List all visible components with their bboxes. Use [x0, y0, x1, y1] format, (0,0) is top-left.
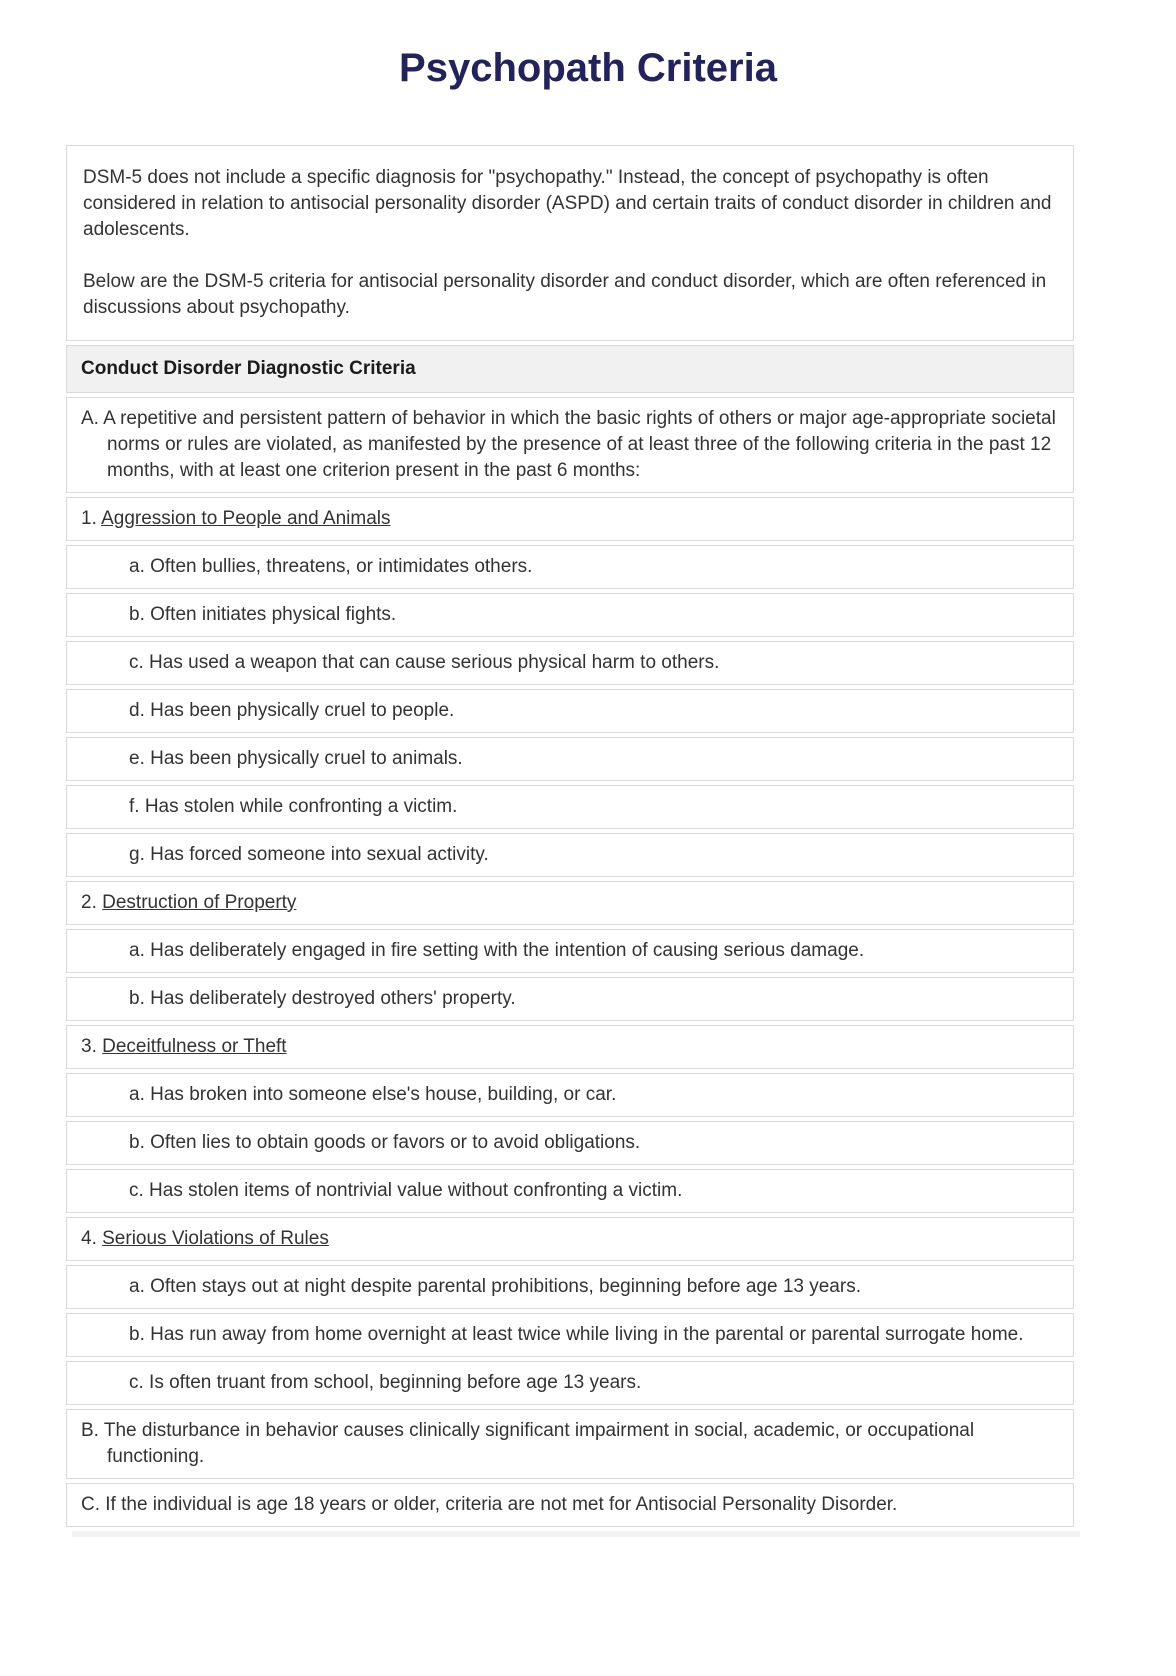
table-row-a: A. A repetitive and persistent pattern of behavior in which the basic rights of others or major age-appropriate societal norms or rules are violated, as manifested by the presence of at least three of the following criteria in the past 12 months, with at least one criterion present in the past 6 months: [66, 397, 1074, 493]
table-row-b-item: b. Has run away from home overnight at least twice while living in the parental or parental surrogate home. [66, 1313, 1074, 1357]
table-row-e-item: e. Has been physically cruel to animals. [66, 737, 1074, 781]
table-row-b: B. The disturbance in behavior causes clinically significant impairment in social, academic, or occupational functioning. [66, 1409, 1074, 1479]
group-title: Serious Violations of Rules [102, 1228, 329, 1249]
table-row-2 [66, 881, 1074, 925]
table-row-d-item: d. Has been physically cruel to people. [66, 689, 1074, 733]
document-table [66, 145, 1074, 1537]
group-number: 2. [81, 892, 103, 913]
table-row-c-item: c. Has stolen items of nontrivial value without confronting a victim. [66, 1169, 1074, 1213]
table-row-a-item: a. Has deliberately engaged in fire setting with the intention of causing serious damage. [66, 929, 1074, 973]
table-row-b-item: b. Often initiates physical fights. [66, 593, 1074, 637]
intro-paragraph: DSM-5 does not include a specific diagnosis for "psychopathy." Instead, the concept of psychopathy is often considered in relation to antisocial personality disorder (ASPD) and certain traits of conduct disorder in children and adolescents. [83, 167, 1052, 240]
intro-box [66, 145, 1074, 341]
partial-next-row [72, 1531, 1080, 1537]
group-title: Destruction of Property [102, 892, 297, 913]
table-row-c-item: c. Is often truant from school, beginning before age 13 years. [66, 1361, 1074, 1405]
table-row-g-item: g. Has forced someone into sexual activity. [66, 833, 1074, 877]
criteria-rows [66, 397, 1074, 1527]
table-row-a-item: a. Often stays out at night despite parental prohibitions, beginning before age 13 years. [66, 1265, 1074, 1309]
table-row-c: C. If the individual is age 18 years or older, criteria are not met for Antisocial Personality Disorder. [66, 1483, 1074, 1527]
table-row-1 [66, 497, 1074, 541]
group-title: Deceitfulness or Theft [102, 1036, 287, 1057]
table-row-4 [66, 1217, 1074, 1261]
table-row-c-item: c. Has used a weapon that can cause serious physical harm to others. [66, 641, 1074, 685]
table-row-a-item: a. Has broken into someone else's house, building, or car. [66, 1073, 1074, 1117]
intro-paragraph: Below are the DSM-5 criteria for antisocial personality disorder and conduct disorder, which are often referenced in discussions about psychopathy. [83, 271, 1047, 318]
group-number: 3. [81, 1036, 103, 1057]
group-number: 4. [81, 1228, 103, 1249]
table-row-b-item: b. Has deliberately destroyed others' property. [66, 977, 1074, 1021]
page-title: Psychopath Criteria [399, 46, 777, 90]
section-header: Conduct Disorder Diagnostic Criteria [66, 345, 1074, 393]
table-row-a-item: a. Often bullies, threatens, or intimidates others. [66, 545, 1074, 589]
table-row-3 [66, 1025, 1074, 1069]
table-row-b-item: b. Often lies to obtain goods or favors or to avoid obligations. [66, 1121, 1074, 1165]
group-title: Aggression to People and Animals [101, 508, 391, 529]
group-number: 1. [81, 508, 102, 529]
table-row-f-item: f. Has stolen while confronting a victim. [66, 785, 1074, 829]
